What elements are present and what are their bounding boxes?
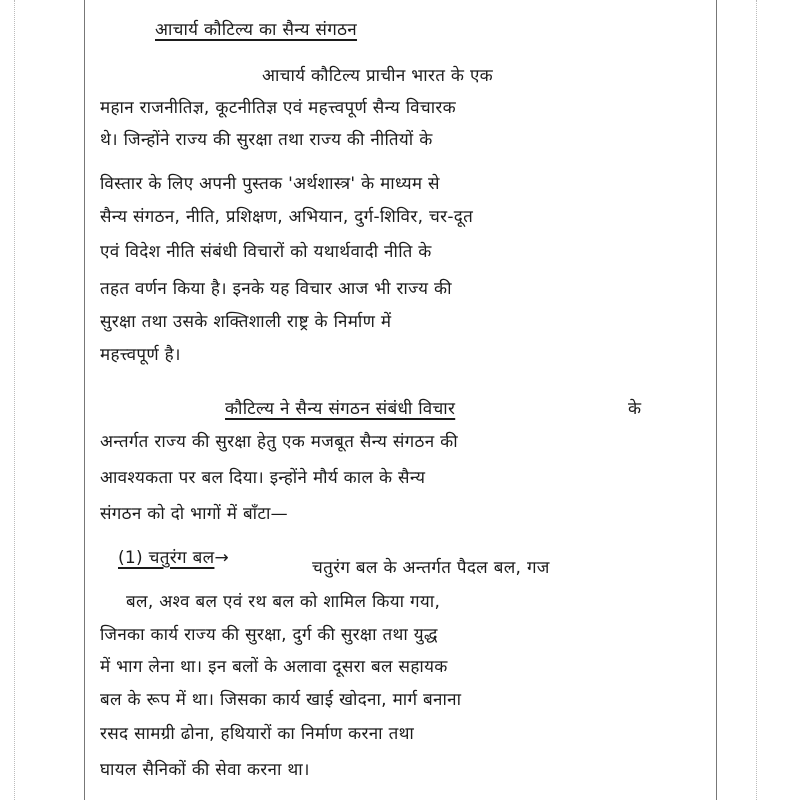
intro-line: सुरक्षा तथा उसके शक्तिशाली राष्ट्र के निर्माण में xyxy=(100,312,392,332)
item1-label xyxy=(118,546,229,570)
item1-line: रसद सामग्री ढोना, हथियारों का निर्माण करना तथा xyxy=(100,724,415,744)
item1-line: चतुरंग बल के अन्तर्गत पैदल बल, गज xyxy=(312,558,550,578)
section-line: आवश्यकता पर बल दिया। इन्होंने मौर्य काल के सैन्य xyxy=(100,468,426,488)
item1-line: जिनका कार्य राज्य की सुरक्षा, दुर्ग की सुरक्षा तथा युद्ध xyxy=(100,625,438,645)
page-left-border xyxy=(84,0,85,800)
section-line: अन्तर्गत राज्य की सुरक्षा हेतु एक मजबूत सैन्य संगठन की xyxy=(100,432,458,452)
item1-label-text: (1) चतुरंग बल xyxy=(118,548,215,568)
section-line: संगठन को दो भागों में बाँटा— xyxy=(100,504,288,524)
item1-line: घायल सैनिकों की सेवा करना था। xyxy=(100,760,310,780)
section-heading-tail: के xyxy=(628,399,642,419)
item1-line: में भाग लेना था। इन बलों के अलावा दूसरा बल सहायक xyxy=(100,657,448,677)
intro-line: तहत वर्णन किया है। इनके यह विचार आज भी राज्य की xyxy=(100,279,452,299)
document-title: आचार्य कौटिल्य का सैन्य संगठन xyxy=(155,20,358,40)
intro-line: विस्तार के लिए अपनी पुस्तक 'अर्थशास्त्र' के माध्यम से xyxy=(100,174,440,194)
scan-edge-right xyxy=(756,0,757,800)
page-right-border xyxy=(716,0,717,800)
intro-line: महत्त्वपूर्ण है। xyxy=(100,345,181,365)
scan-edge-left xyxy=(14,0,15,800)
intro-line: आचार्य कौटिल्य प्राचीन भारत के एक xyxy=(262,66,494,86)
intro-line: एवं विदेश नीति संबंधी विचारों को यथार्थवादी नीति के xyxy=(100,242,432,262)
intro-line: सैन्य संगठन, नीति, प्रशिक्षण, अभियान, दुर्ग-शिविर, चर-दूत xyxy=(100,207,474,227)
arrow-icon: → xyxy=(214,548,229,568)
item1-line: बल, अश्व बल एवं रथ बल को शामिल किया गया, xyxy=(126,592,441,612)
intro-line: महान राजनीतिज्ञ, कूटनीतिज्ञ एवं महत्त्वपूर्ण सैन्य विचारक xyxy=(100,98,457,118)
item1-line: बल के रूप में था। जिसका कार्य खाई खोदना, मार्ग बनाना xyxy=(100,690,462,710)
section-heading: कौटिल्य ने सैन्य संगठन संबंधी विचार xyxy=(225,399,456,419)
intro-line: थे। जिन्होंने राज्य की सुरक्षा तथा राज्य की नीतियों के xyxy=(100,130,433,150)
